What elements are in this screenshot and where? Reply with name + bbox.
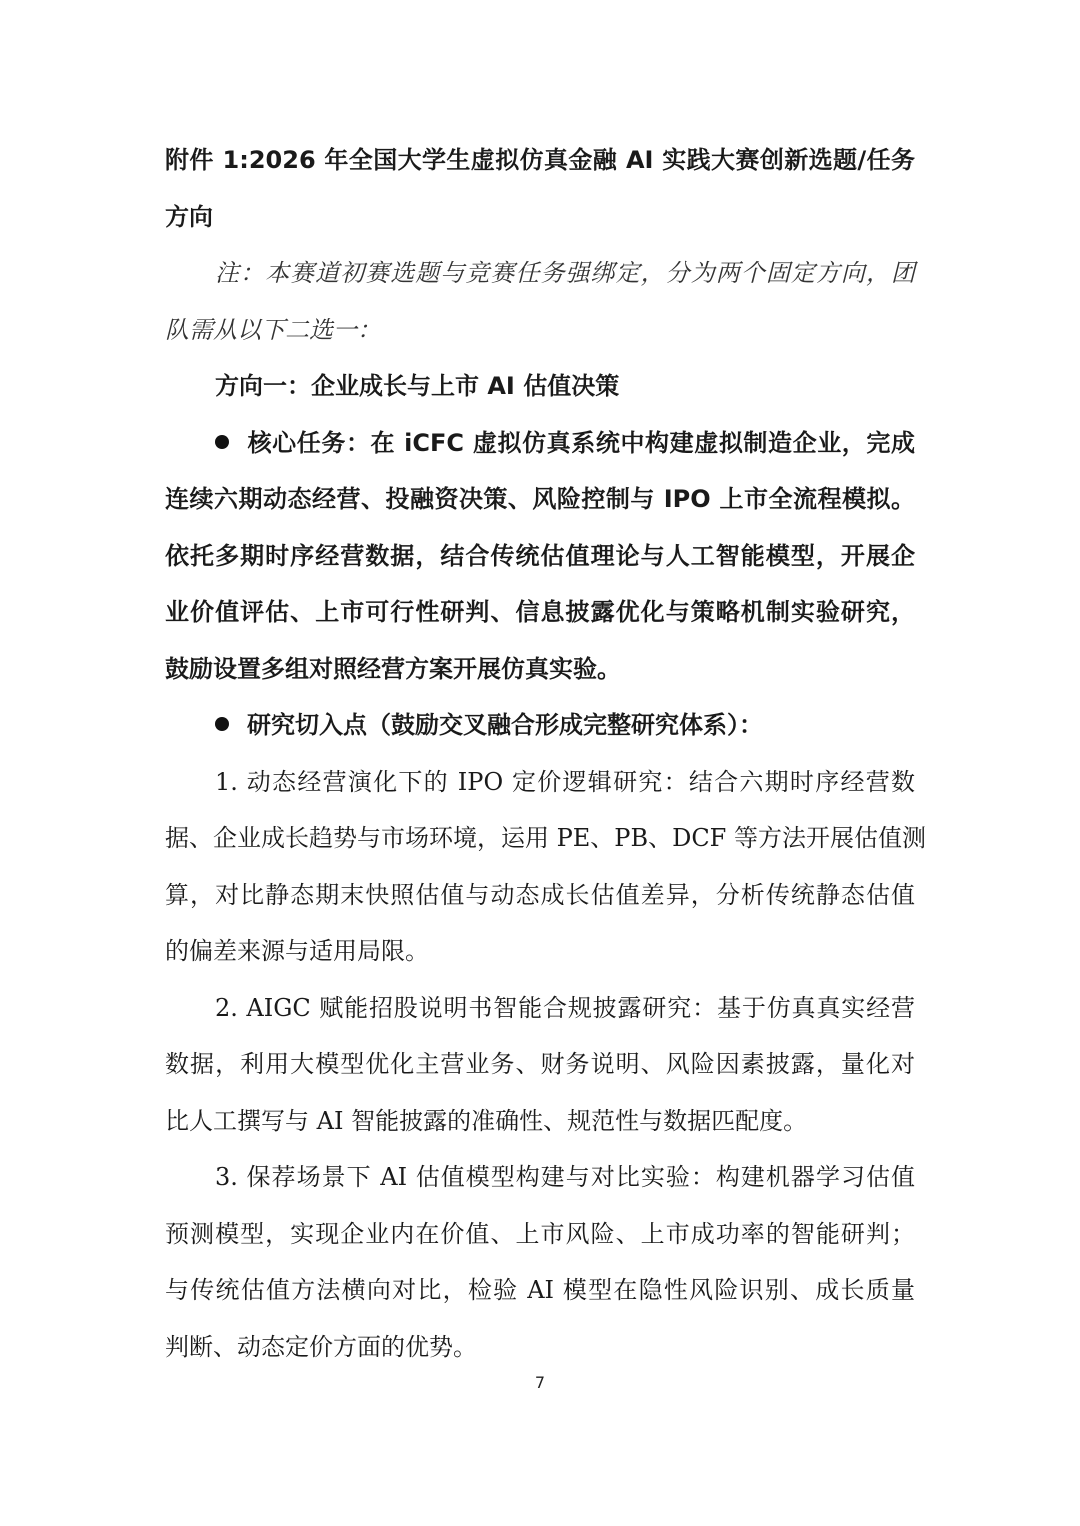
research-item-1 [165, 754, 926, 980]
research-item-line: 3. 保荐场景下 AI 估值模型构建与对比实验：构建机器学习估值 [215, 1163, 915, 1191]
core-task-line: 连续六期动态经营、投融资决策、风险控制与 IPO 上市全流程模拟。 [165, 485, 915, 513]
note-line: 队需从以下二选一： [165, 315, 381, 344]
research-item-line: 据、企业成长趋势与市场环境，运用 PE、PB、DCF 等方法开展估值测 [165, 824, 926, 852]
research-item-line: 1. 动态经营演化下的 IPO 定价逻辑研究：结合六期时序经营数 [215, 767, 915, 796]
core-task-line: 业价值评估、上市可行性研判、信息披露优化与策略机制实验研究， [165, 598, 915, 626]
research-item-line: 算，对比静态期末快照估值与动态成长估值差异，分析传统静态估值 [165, 880, 915, 909]
note-line: 注：本赛道初赛选题与竞赛任务强绑定，分为两个固定方向，团 [215, 259, 915, 287]
note-paragraph [165, 245, 915, 358]
core-task-text: 核心任务：在 iCFC 虚拟仿真系统中构建虚拟制造企业，完成 [247, 428, 915, 457]
page-title [165, 132, 915, 245]
research-item-line: 预测模型，实现企业内在价值、上市风险、上市成功率的智能研判； [165, 1219, 915, 1248]
research-item-line: 数据，利用大模型优化主营业务、财务说明、风险因素披露，量化对 [165, 1050, 915, 1078]
bullet-icon [215, 435, 229, 449]
core-task-paragraph [165, 415, 915, 698]
page-content [165, 132, 926, 1375]
research-item-2 [165, 980, 915, 1150]
core-task-line-first [165, 415, 915, 472]
page-number: 7 [534, 1373, 546, 1392]
research-item-line: 2. AIGC 赋能招股说明书智能合规披露研究：基于仿真真实经营 [215, 993, 915, 1022]
research-item-line: 比人工撰写与 AI 智能披露的准确性、规范性与数据匹配度。 [165, 1106, 808, 1135]
research-points-heading-text: 研究切入点（鼓励交叉融合形成完整研究体系）： [247, 711, 763, 739]
direction-one-heading: 方向一：企业成长与上市 AI 估值决策 [215, 372, 620, 400]
title-line: 附件 1:2026 年全国大学生虚拟仿真金融 AI 实践大赛创新选题/任务 [165, 146, 915, 174]
title-line: 方向 [165, 202, 213, 231]
research-item-line: 的偏差来源与适用局限。 [165, 937, 429, 965]
research-item-line: 判断、动态定价方面的优势。 [165, 1332, 477, 1361]
research-item-line: 与传统估值方法横向对比，检验 AI 模型在隐性风险识别、成长质量 [165, 1276, 915, 1304]
research-points-heading [165, 697, 915, 754]
research-item-3 [165, 1149, 915, 1375]
core-task-line: 鼓励设置多组对照经营方案开展仿真实验。 [165, 654, 621, 683]
bullet-icon [215, 717, 229, 731]
core-task-line: 依托多期时序经营数据，结合传统估值理论与人工智能模型，开展企 [165, 541, 915, 570]
